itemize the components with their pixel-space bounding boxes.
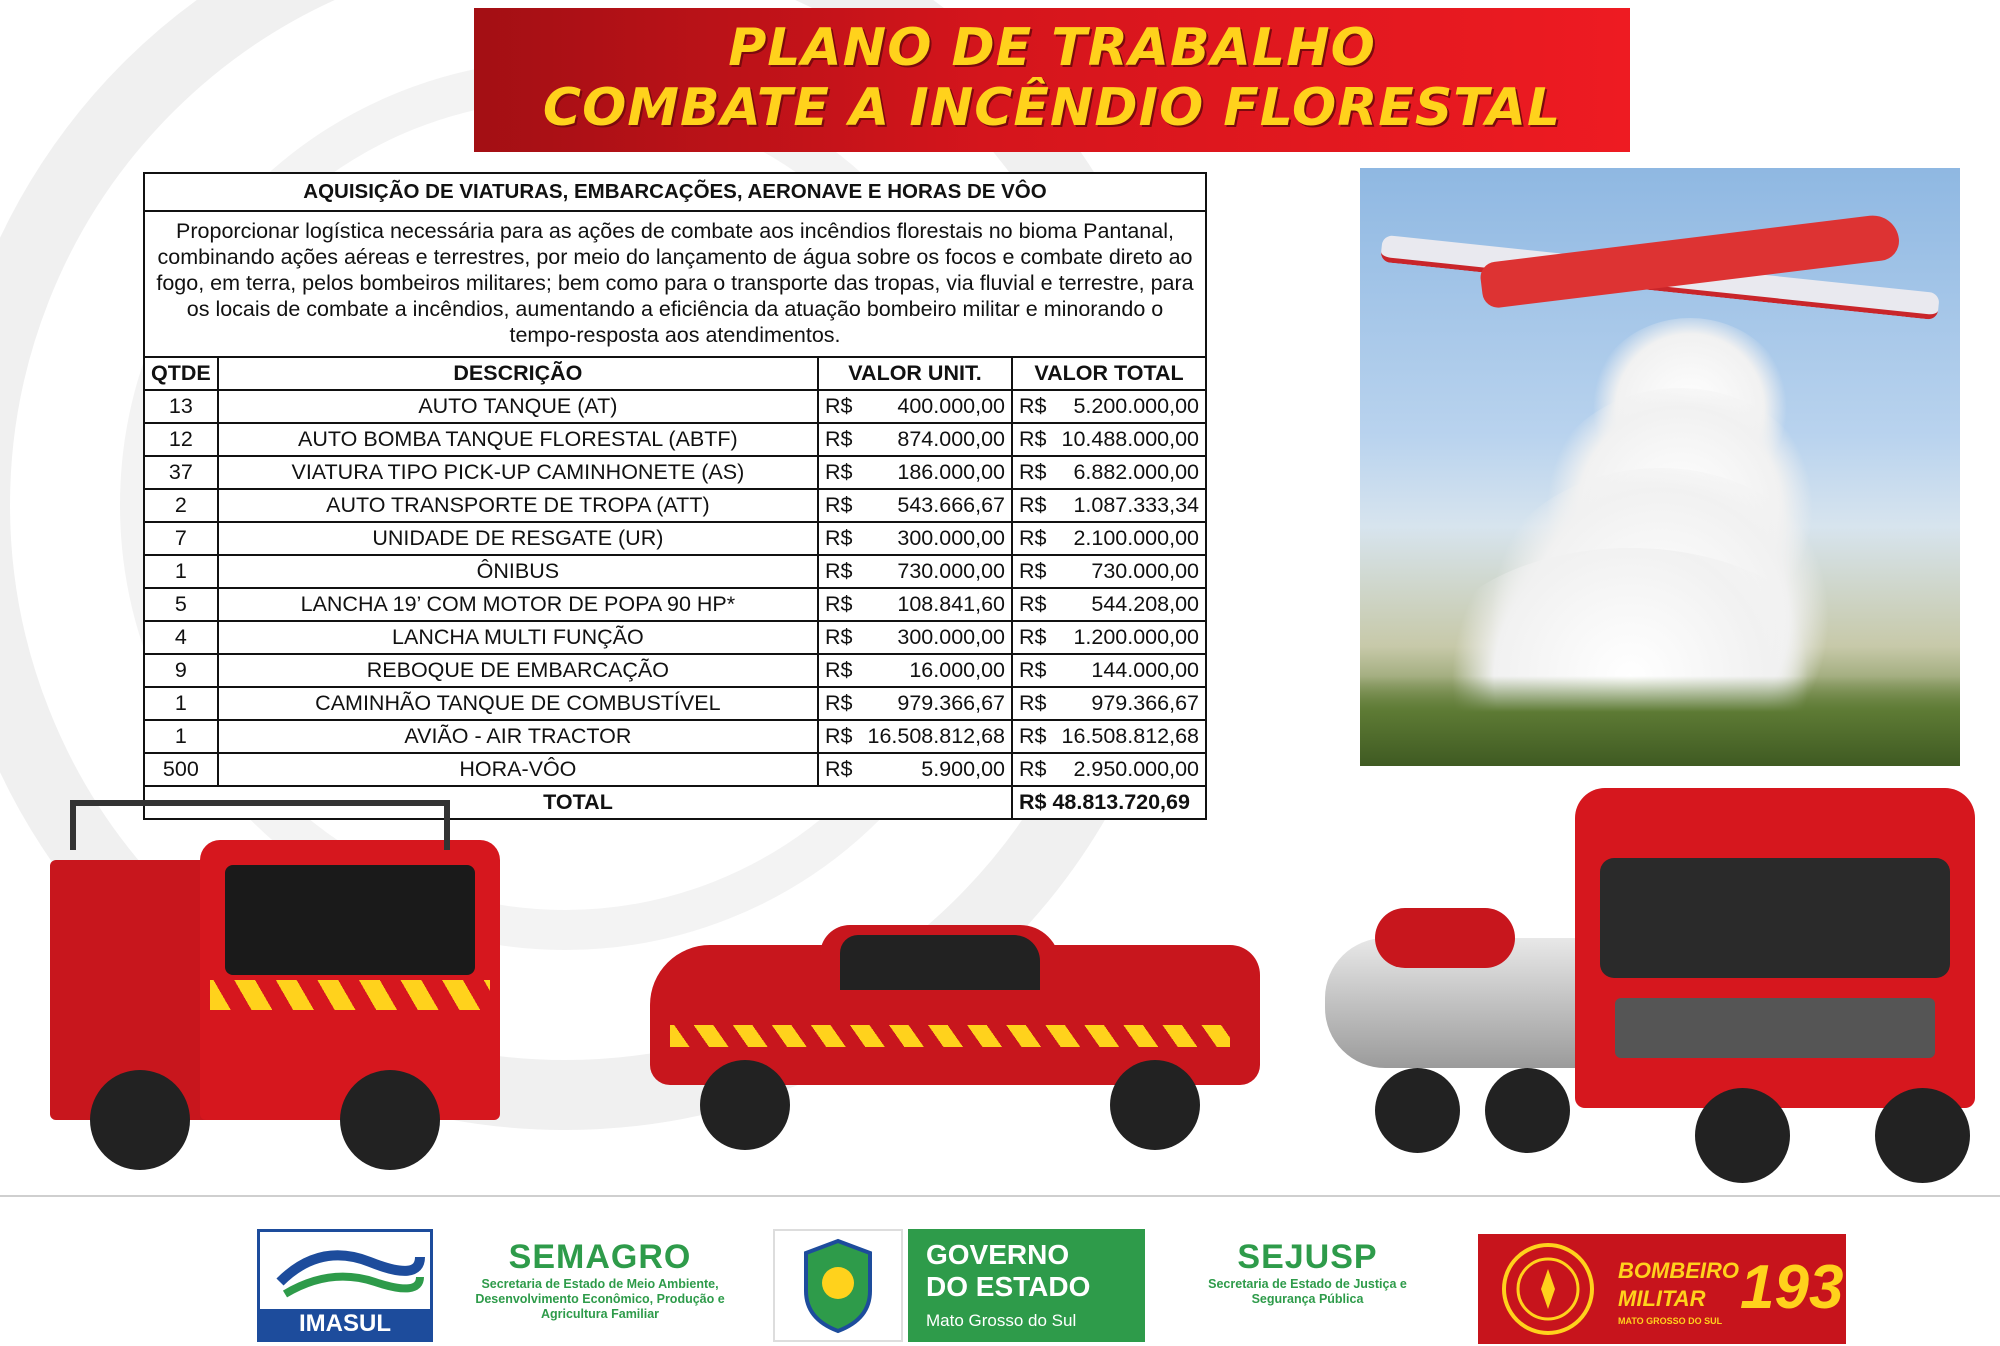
grass-field — [1360, 676, 1960, 766]
table-row — [144, 588, 1206, 621]
row-unit-amount: 874.000,00 — [897, 427, 1005, 451]
table-row — [144, 654, 1206, 687]
row-unit-value — [818, 654, 1012, 687]
table-row — [144, 720, 1206, 753]
row-total-currency: R$ — [1019, 625, 1047, 649]
row-total-value — [1012, 522, 1206, 555]
row-unit-amount: 16.000,00 — [909, 658, 1005, 682]
row-unit-amount: 543.666,67 — [897, 493, 1005, 517]
row-total-amount: 1.200.000,00 — [1073, 625, 1199, 649]
row-unit-amount: 5.900,00 — [921, 757, 1005, 781]
table-row — [144, 621, 1206, 654]
row-unit-value — [818, 720, 1012, 753]
imasul-logo — [257, 1229, 433, 1342]
row-total-value — [1012, 489, 1206, 522]
government-logo — [773, 1229, 1145, 1342]
row-total-currency: R$ — [1019, 394, 1047, 418]
row-qty: 500 — [144, 753, 218, 786]
row-unit-currency: R$ — [825, 757, 853, 781]
bm-state: MATO GROSSO DO SUL — [1618, 1316, 1723, 1326]
gov-line-1: GOVERNO — [926, 1239, 1070, 1270]
fire-pickup-image — [640, 905, 1280, 1150]
row-total-currency: R$ — [1019, 460, 1047, 484]
semagro-logo — [470, 1238, 730, 1322]
row-unit-currency: R$ — [825, 460, 853, 484]
row-description: AUTO BOMBA TANQUE FLORESTAL (ABTF) — [218, 423, 818, 456]
row-total-value — [1012, 687, 1206, 720]
table-row — [144, 456, 1206, 489]
row-unit-amount: 400.000,00 — [897, 394, 1005, 418]
sejusp-title: SEJUSP — [1237, 1238, 1378, 1276]
row-unit-amount: 16.508.812,68 — [867, 724, 1005, 748]
table-row — [144, 555, 1206, 588]
row-total-currency: R$ — [1019, 559, 1047, 583]
row-unit-value — [818, 423, 1012, 456]
row-unit-amount: 108.841,60 — [897, 592, 1005, 616]
row-description: LANCHA 19’ COM MOTOR DE POPA 90 HP* — [218, 588, 818, 621]
row-total-value — [1012, 720, 1206, 753]
row-total-amount: 144.000,00 — [1091, 658, 1199, 682]
col-header-unit: VALOR UNIT. — [818, 357, 1012, 390]
row-qty: 5 — [144, 588, 218, 621]
title-line-1: PLANO DE TRABALHO — [728, 18, 1376, 78]
title-line-2: COMBATE A INCÊNDIO FLORESTAL — [542, 78, 1562, 138]
gov-line-2: DO ESTADO — [926, 1271, 1091, 1302]
row-total-currency: R$ — [1019, 526, 1047, 550]
row-total-amount: 544.208,00 — [1091, 592, 1199, 616]
row-description: AUTO TANQUE (AT) — [218, 390, 818, 423]
row-unit-value — [818, 456, 1012, 489]
table-title: AQUISIÇÃO DE VIATURAS, EMBARCAÇÕES, AERONAVE E HORAS DE VÔO — [144, 173, 1206, 211]
row-total-value — [1012, 654, 1206, 687]
col-header-total: VALOR TOTAL — [1012, 357, 1206, 390]
air-tractor-photo — [1360, 168, 1960, 766]
row-unit-amount: 300.000,00 — [897, 625, 1005, 649]
row-description: REBOQUE DE EMBARCAÇÃO — [218, 654, 818, 687]
row-unit-currency: R$ — [825, 559, 853, 583]
gov-line-3: Mato Grosso do Sul — [926, 1311, 1077, 1330]
row-qty: 12 — [144, 423, 218, 456]
row-total-value — [1012, 621, 1206, 654]
row-unit-amount: 979.366,67 — [897, 691, 1005, 715]
table-description: Proporcionar logística necessária para as ações de combate aos incêndios florestais no bioma Pantanal, combinando ações aéreas e terrestres, por meio do lançamento de água sobre os focos e combate direto ao fogo, em terra, pelos bombeiros militares; bem como para o transporte das tropas, via fluvial e terrestre, para os locais de combate a incêndios, aumentando a eficiência da atuação bombeiro militar e minorando o tempo-resposta aos atendimentos. — [144, 211, 1206, 357]
row-unit-value — [818, 588, 1012, 621]
total-label: TOTAL — [144, 786, 1012, 819]
table-row — [144, 423, 1206, 456]
semagro-title: SEMAGRO — [508, 1238, 692, 1276]
row-unit-value — [818, 489, 1012, 522]
row-description: VIATURA TIPO PICK-UP CAMINHONETE (AS) — [218, 456, 818, 489]
row-unit-currency: R$ — [825, 658, 853, 682]
col-header-desc: DESCRIÇÃO — [218, 357, 818, 390]
row-total-currency: R$ — [1019, 724, 1047, 748]
title-banner — [474, 8, 1630, 152]
fire-department-seal-icon — [1493, 1234, 1603, 1344]
row-total-value — [1012, 555, 1206, 588]
row-unit-value — [818, 522, 1012, 555]
row-description: LANCHA MULTI FUNÇÃO — [218, 621, 818, 654]
table-row — [144, 489, 1206, 522]
row-qty: 1 — [144, 687, 218, 720]
row-unit-value — [818, 753, 1012, 786]
row-total-amount: 10.488.000,00 — [1061, 427, 1199, 451]
row-total-amount: 6.882.000,00 — [1073, 460, 1199, 484]
row-total-amount: 5.200.000,00 — [1073, 394, 1199, 418]
row-total-amount: 16.508.812,68 — [1061, 724, 1199, 748]
row-unit-currency: R$ — [825, 427, 853, 451]
row-unit-amount: 186.000,00 — [897, 460, 1005, 484]
row-description: CAMINHÃO TANQUE DE COMBUSTÍVEL — [218, 687, 818, 720]
table-row — [144, 522, 1206, 555]
total-value: R$ 48.813.720,69 — [1012, 786, 1206, 819]
row-total-currency: R$ — [1019, 757, 1047, 781]
row-description: ÔNIBUS — [218, 555, 818, 588]
row-unit-amount: 730.000,00 — [897, 559, 1005, 583]
table-row — [144, 390, 1206, 423]
row-total-currency: R$ — [1019, 592, 1047, 616]
footer-divider — [0, 1195, 2000, 1197]
row-total-amount: 1.087.333,34 — [1073, 493, 1199, 517]
row-unit-value — [818, 621, 1012, 654]
row-unit-amount: 300.000,00 — [897, 526, 1005, 550]
row-qty: 1 — [144, 720, 218, 753]
imasul-label: IMASUL — [260, 1309, 430, 1339]
sejusp-subtitle: Secretaria de Estado de Justiça e Segurança Pública — [1208, 1277, 1407, 1306]
state-coat-of-arms-icon — [773, 1229, 903, 1342]
col-header-qty: QTDE — [144, 357, 218, 390]
bm-line-1: BOMBEIRO — [1618, 1258, 1739, 1283]
semagro-subtitle: Secretaria de Estado de Meio Ambiente, Desenvolvimento Econômico, Produção e Agricultura Familiar — [475, 1277, 725, 1321]
row-qty: 13 — [144, 390, 218, 423]
row-total-amount: 2.100.000,00 — [1073, 526, 1199, 550]
bombeiro-militar-logo — [1478, 1234, 1846, 1344]
row-description: AVIÃO - AIR TRACTOR — [218, 720, 818, 753]
sejusp-logo — [1190, 1238, 1425, 1307]
fire-tanker-image — [1315, 768, 1995, 1188]
row-total-currency: R$ — [1019, 493, 1047, 517]
bm-number: 193 — [1740, 1253, 1844, 1322]
row-unit-currency: R$ — [825, 493, 853, 517]
row-description: UNIDADE DE RESGATE (UR) — [218, 522, 818, 555]
row-unit-currency: R$ — [825, 724, 853, 748]
row-unit-currency: R$ — [825, 625, 853, 649]
row-unit-currency: R$ — [825, 394, 853, 418]
row-qty: 1 — [144, 555, 218, 588]
row-qty: 37 — [144, 456, 218, 489]
row-unit-value — [818, 555, 1012, 588]
row-total-value — [1012, 588, 1206, 621]
row-total-currency: R$ — [1019, 691, 1047, 715]
row-qty: 7 — [144, 522, 218, 555]
row-qty: 2 — [144, 489, 218, 522]
row-unit-currency: R$ — [825, 592, 853, 616]
row-qty: 4 — [144, 621, 218, 654]
work-plan-table — [143, 172, 1207, 820]
bm-line-2: MILITAR — [1618, 1286, 1706, 1311]
row-unit-currency: R$ — [825, 691, 853, 715]
row-total-value — [1012, 390, 1206, 423]
table-row — [144, 687, 1206, 720]
table-row — [144, 753, 1206, 786]
row-unit-value — [818, 390, 1012, 423]
row-description: HORA-VÔO — [218, 753, 818, 786]
row-total-value — [1012, 753, 1206, 786]
row-total-value — [1012, 423, 1206, 456]
row-total-currency: R$ — [1019, 658, 1047, 682]
row-unit-currency: R$ — [825, 526, 853, 550]
table-header-row — [144, 357, 1206, 390]
row-total-value — [1012, 456, 1206, 489]
fire-truck-image — [30, 800, 530, 1170]
imasul-wave-icon — [260, 1232, 430, 1312]
row-total-amount: 730.000,00 — [1091, 559, 1199, 583]
row-total-currency: R$ — [1019, 427, 1047, 451]
row-unit-value — [818, 687, 1012, 720]
row-qty: 9 — [144, 654, 218, 687]
row-description: AUTO TRANSPORTE DE TROPA (ATT) — [218, 489, 818, 522]
row-total-amount: 979.366,67 — [1091, 691, 1199, 715]
row-total-amount: 2.950.000,00 — [1073, 757, 1199, 781]
